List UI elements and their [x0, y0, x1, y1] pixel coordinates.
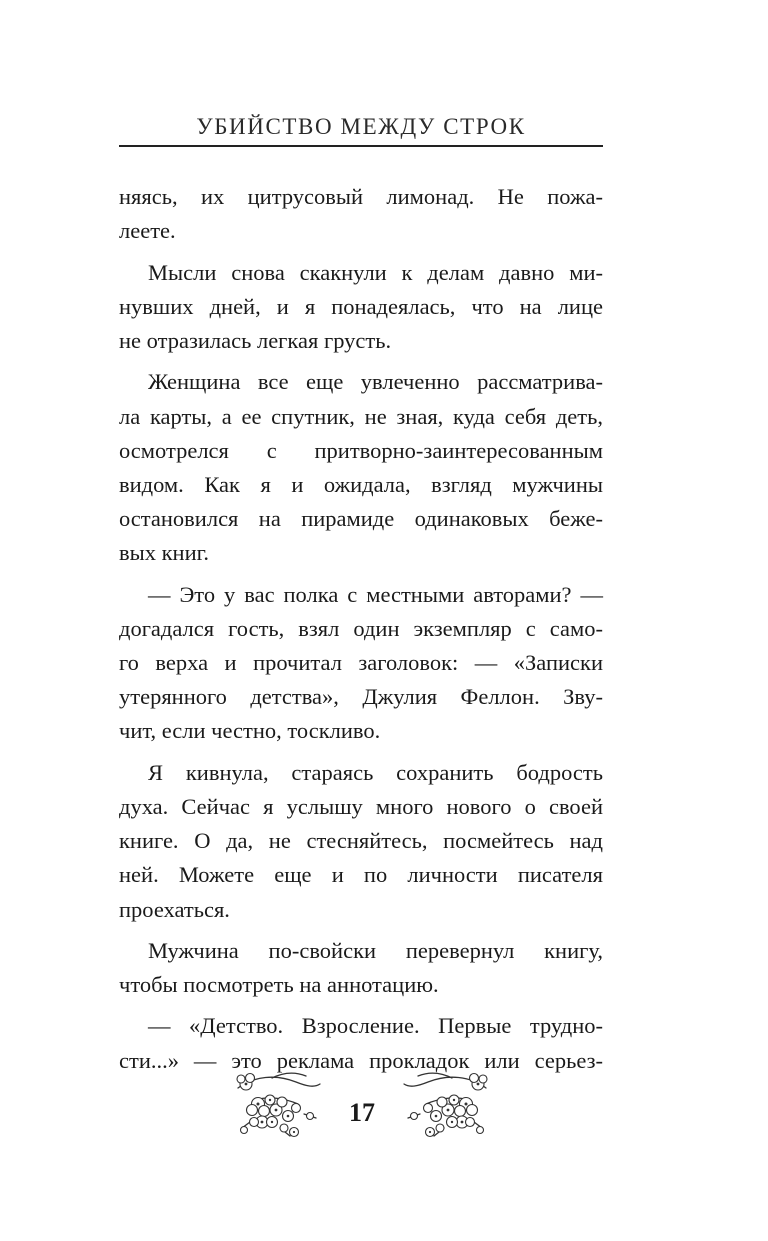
text-line: сти...» — это реклама прокладок или серьез-: [119, 1047, 603, 1073]
text-line: го верха и прочитал заголовок: — «Записки: [119, 650, 603, 675]
text-line: ней. Можете еще и по личности писателя: [119, 862, 603, 888]
text-line: — «Детство. Взросление. Первые трудно-: [148, 1013, 603, 1039]
text-line: проехаться.: [119, 896, 230, 922]
body-text: [119, 180, 603, 1078]
text-line: Мысли снова скакнули к делам давно ми-: [148, 259, 603, 285]
text-line: ла карты, а ее спутник, не зная, куда себя деть,: [119, 403, 603, 429]
running-head: УБИЙСТВО МЕЖДУ СТРОК: [196, 114, 526, 139]
blossom-branch-left-icon: [232, 1070, 324, 1148]
blossom-branch-right-icon: [400, 1070, 492, 1148]
text-line: Я кивнула, стараясь сохранить бодрость: [148, 759, 603, 785]
text-line: леете.: [119, 218, 176, 244]
running-head-rule: [119, 145, 603, 147]
text-line: нувших дней, и я понадеялась, что на лице: [119, 293, 603, 319]
text-line: догадался гость, взял один экземпляр с само-: [119, 615, 603, 641]
text-line: — Это у вас полка с местными авторами? —: [148, 581, 603, 607]
page-footer: [232, 1070, 492, 1150]
text-line: Женщина все еще увлеченно рассматрива-: [148, 369, 603, 395]
text-line: чит, если честно, тоскливо.: [119, 718, 381, 744]
text-line: Мужчина по-свойски перевернул книгу,: [148, 937, 603, 963]
text-line: няясь, их цитрусовый лимонад. Не пожа-: [119, 184, 603, 209]
page-number: 17: [349, 1098, 375, 1127]
text-line: не отразилась легкая грусть.: [119, 327, 392, 353]
text-line: утерянного детства», Джулия Феллон. Зву-: [119, 684, 603, 710]
text-line: вых книг.: [119, 540, 209, 566]
text-line: остановился на пирамиде одинаковых беже-: [119, 506, 603, 532]
text-line: духа. Сейчас я услышу много нового о своей: [119, 793, 603, 819]
text-line: осмотрелся с притворно-заинтересованным: [119, 437, 603, 463]
text-line: видом. Как я и ожидала, взгляд мужчины: [119, 471, 603, 497]
text-line: книге. О да, не стесняйтесь, посмейтесь над: [119, 828, 603, 854]
text-line: чтобы посмотреть на аннотацию.: [119, 972, 439, 998]
